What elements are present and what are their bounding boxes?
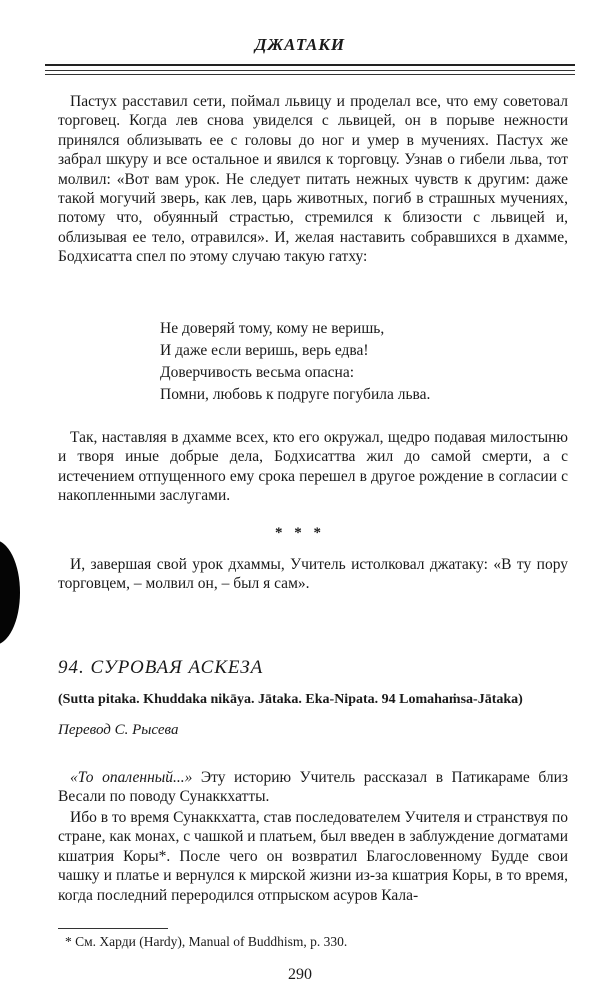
intro-text: Эту историю Учитель рассказал в Патикараме близ Весали по поводу Сунаккхатты.	[58, 769, 568, 806]
verse-gatha	[160, 318, 540, 406]
section-separator: * * *	[275, 525, 325, 541]
translator-credit: Перевод С. Рысева	[58, 722, 179, 738]
verse-line: Помни, любовь к подруге погубила льва.	[160, 386, 431, 403]
page-number: 290	[288, 966, 312, 983]
intro-paragraph	[58, 768, 568, 807]
header-rule-thin	[45, 70, 575, 71]
verse-line: Доверчивость весьма опасна:	[160, 364, 355, 381]
source-reference: (Sutta pitaka. Khuddaka nikāya. Jātaka. Eka-Nipata. 94 Lomahaṁsa-Jātaka)	[58, 692, 523, 707]
scan-edge-shadow	[0, 540, 20, 645]
intro-quote: «То опаленный...»	[70, 769, 193, 786]
paragraph-top: Пастух расставил сети, поймал львицу и проделал все, что ему советовал торговец. Когда лев снова увиделся с львицей, он в порыве нежности принялся облизывать ее с головы до ног и умер в мучениях. Пастух же забрал шкуру и все остальное и явился к торговцу. Узнав о гибели льва, тот молвил: «Вот вам урок. Не следует питать нежных чувств к другим: даже такой могучий зверь, как лев, царь животных, погиб в страшных мучениях, потому что, обуянный страстью, стремился к близости с львицей и, облизывая ее тело, отравился». И, желая наставить собравшихся в дхамме, Бодхисатта спел по этому случаю такую гатху:	[58, 93, 568, 266]
header-rule-thin-2	[45, 74, 575, 75]
running-head: ДЖАТАКИ	[254, 35, 346, 54]
footnote-rule	[58, 928, 168, 929]
verse-line: Не доверяй тому, кому не веришь,	[160, 320, 385, 337]
verse-line: И даже если веришь, верь едва!	[160, 342, 369, 359]
header-rule-thick	[45, 64, 575, 66]
section-title: 94. СУРОВАЯ АСКЕЗА	[58, 657, 264, 678]
paragraph-2: Ибо в то время Сунаккхатта, став последователем Учителя и странствуя по стране, как монах, с чашкой и платьем, был введен в заблуждение догматами кшатрия Коры*. После чего он возвратил Благословенному Будде свои чашку и платье и вернулся к мирской жизни из-за кшатрия Коры, в то время, когда последний переродился отпрыском асуров Кала-	[58, 809, 568, 904]
closing-paragraph: И, завершая свой урок дхаммы, Учитель истолковал джатаку: «В ту пору торговцем, – молвил он, – был я сам».	[58, 556, 568, 593]
paragraph-after-verse: Так, наставляя в дхамме всех, кто его окружал, щедро подавая милостыню и творя иные добрые дела, Бодхисаттва жил до самой смерти, а с истечением отпущенного ему срока перешел в другое рождение в согласии с накопленными заслугами.	[58, 429, 568, 505]
footnote: * См. Харди (Hardy), Manual of Buddhism, p. 330.	[65, 934, 348, 949]
